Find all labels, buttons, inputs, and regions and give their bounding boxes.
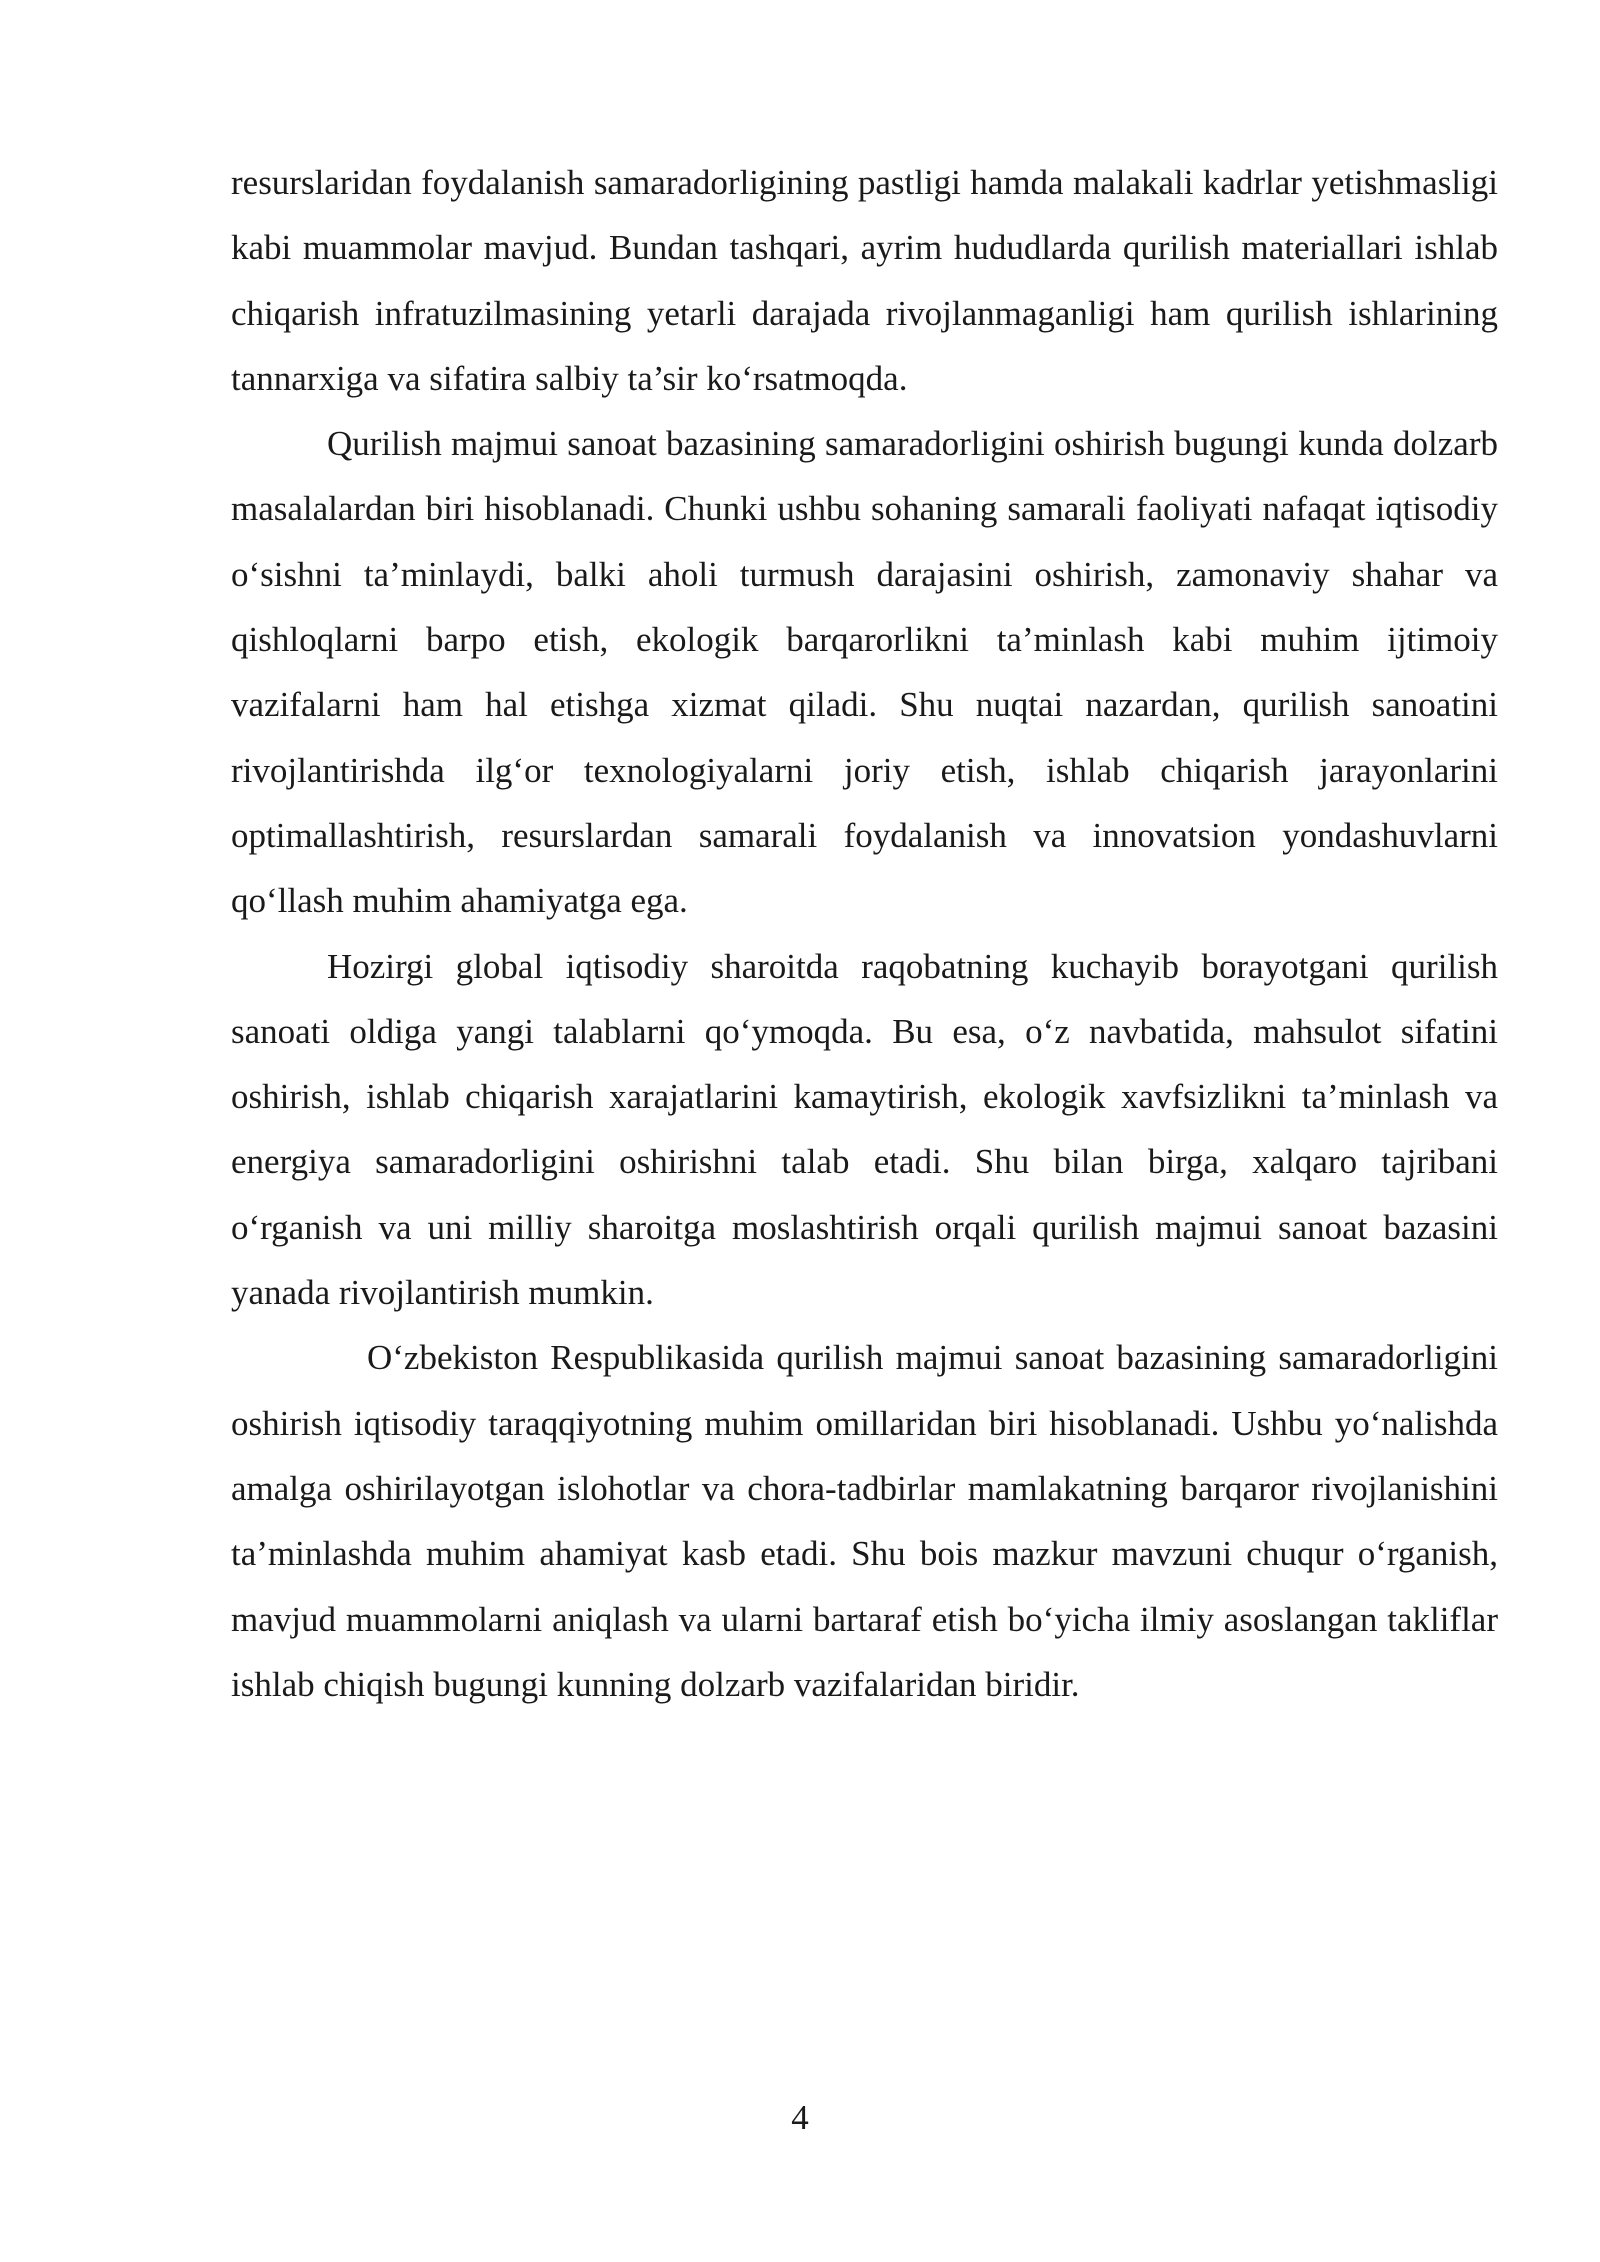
- paragraph-qurilish-majmui: Qurilish majmui sanoat bazasining samaradorligini oshirish bugungi kunda dolzarb masalalardan biri hisoblanadi. Chunki ushbu sohaning samarali faoliyati nafaqat iqtisodiy o‘sishni ta’minlaydi, balki aholi turmush darajasini oshirish, zamonaviy shahar va qishloqlarni barpo etish, ekologik barqarorlikni ta’minlash kabi muhim ijtimoiy vazifalarni ham hal etishga xizmat qiladi. Shu nuqtai nazardan, qurilish sanoatini rivojlantirishda ilg‘or texnologiyalarni joriy etish, ishlab chiqarish jarayonlarini optimallashtirish, resurslardan samarali foydalanish va innovatsion yondashuvlarni qo‘llash muhim ahamiyatga ega.: [231, 424, 1498, 921]
- paragraph-continued: resurslaridan foydalanish samaradorligining pastligi hamda malakali kadrlar yetishmasligi kabi muammolar mavjud. Bundan tashqari, ayrim hududlarda qurilish materiallari ishlab chiqarish infratuzilmasining yetarli darajada rivojlanmaganligi ham qurilish ishlarining tannarxiga va sifatira salbiy ta’sir ko‘rsatmoqda.: [231, 163, 1498, 398]
- page-number: 4: [791, 2098, 809, 2137]
- paragraph-hozirgi-global: Hozirgi global iqtisodiy sharoitda raqobatning kuchayib borayotgani qurilish sanoati oldiga yangi talablarni qo‘ymoqda. Bu esa, o‘z navbatida, mahsulot sifatini oshirish, ishlab chiqarish xarajatlarini kamaytirish, ekologik xavfsizlikni ta’minlash va energiya samaradorligini oshirishni talab etadi. Shu bilan birga, xalqaro tajribani o‘rganish va uni milliy sharoitga moslashtirish orqali qurilish majmui sanoat bazasini yanada rivojlantirish mumkin.: [231, 946, 1498, 1313]
- paragraph-ozbekiston: O‘zbekiston Respublikasida qurilish majmui sanoat bazasining samaradorligini oshirish iqtisodiy taraqqiyotning muhim omillaridan biri hisoblanadi. Ushbu yo‘nalishda amalga oshirilayotgan islohotlar va chora-tadbirlar mamlakatning barqaror rivojlanishini ta’minlashda muhim ahamiyat kasb etadi. Shu bois mazkur mavzuni chuqur o‘rganish, mavjud muammolarni aniqlash va ularni bartaraf etish bo‘yicha ilmiy asoslangan takliflar ishlab chiqish bugungi kunning dolzarb vazifalaridan biridir.: [231, 1338, 1498, 1704]
- body-text: [231, 150, 1498, 1717]
